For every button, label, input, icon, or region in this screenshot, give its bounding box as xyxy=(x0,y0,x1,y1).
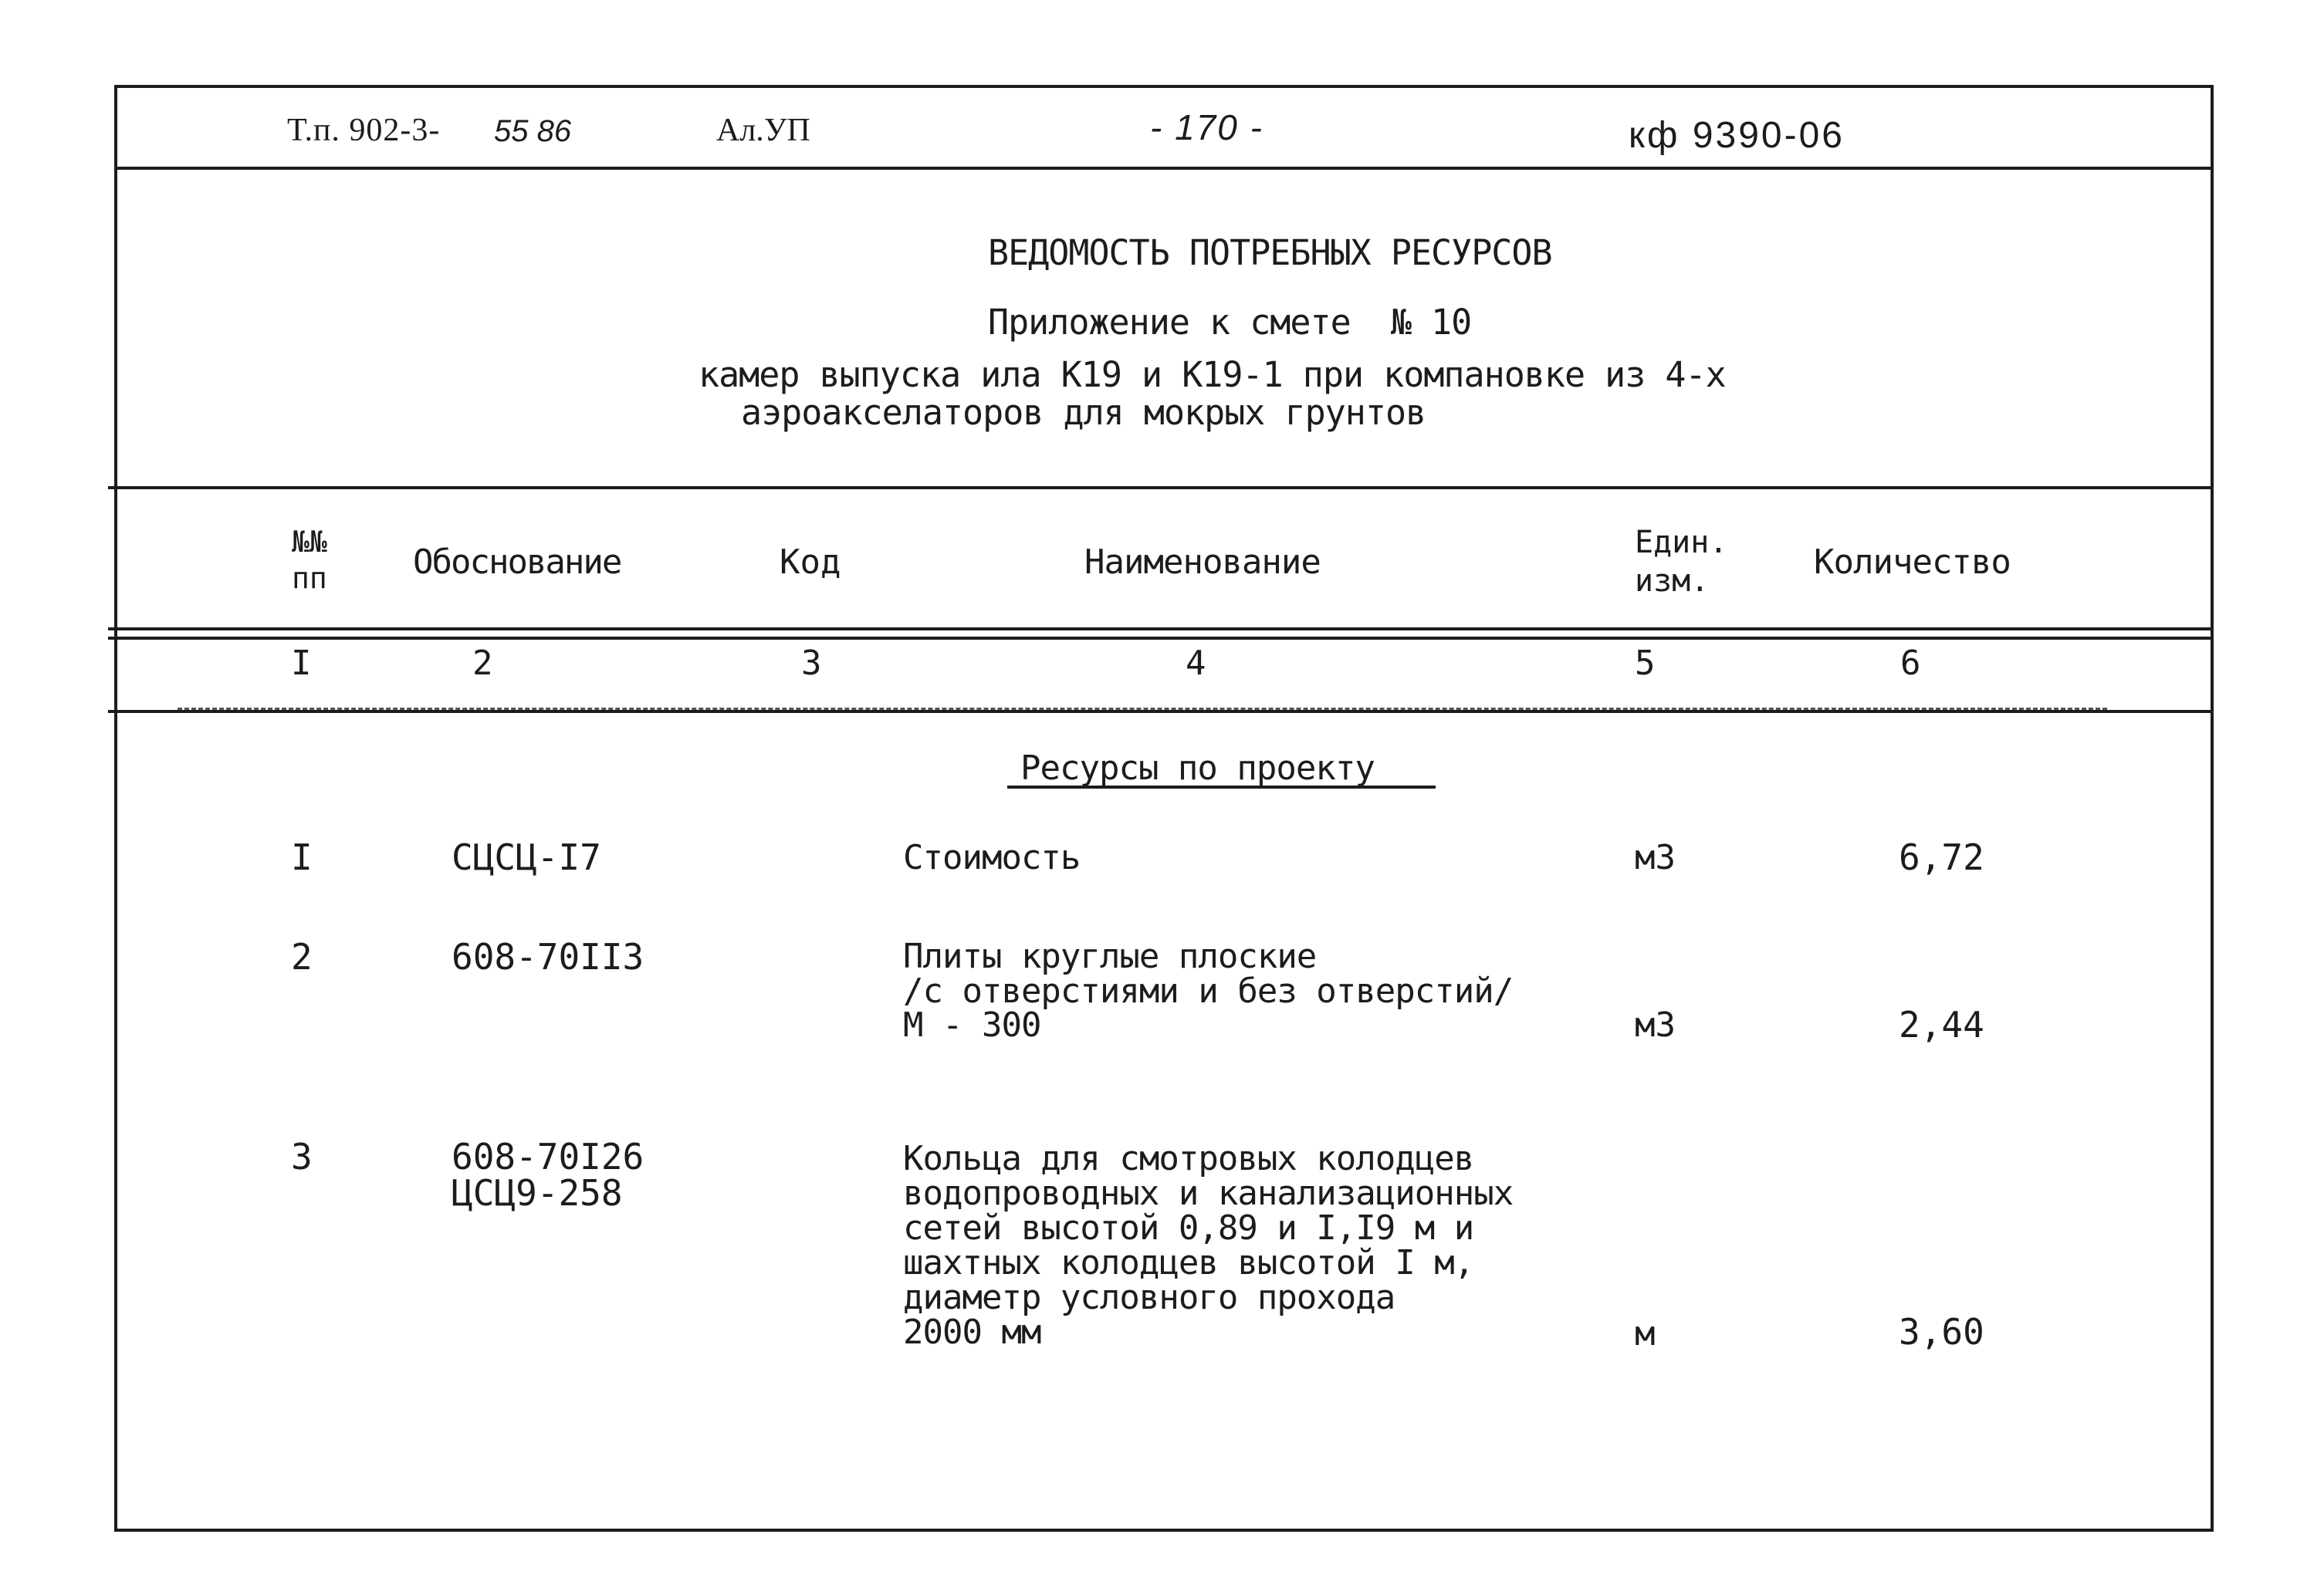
row-name: Стоимость xyxy=(903,838,1081,877)
row-name-line: шахтных колодцев высотой I м, xyxy=(903,1243,1474,1282)
row-quantity: 3,60 xyxy=(1899,1311,1984,1353)
row-number: 3 xyxy=(291,1136,313,1178)
row-basis: 608-70II3 xyxy=(452,936,644,978)
row-number: 2 xyxy=(291,936,313,978)
header-unit-line-2: изм. xyxy=(1635,563,1710,599)
page-number: - 170 - xyxy=(1150,107,1263,147)
row-name-line: Плиты круглые плоские xyxy=(903,937,1317,976)
header-code: Код xyxy=(780,542,841,582)
row-name-line: 2000 мм xyxy=(903,1313,1041,1352)
column-number-1: I xyxy=(291,644,312,683)
row-basis: СЦСЦ-I7 xyxy=(452,836,601,878)
row-unit: м3 xyxy=(1635,838,1676,877)
section-title: Ресурсы по проекту xyxy=(1020,749,1375,788)
row-name-line: /с отверстиями и без отверстий/ xyxy=(903,972,1514,1011)
doc-reference-handwritten: 55 86 xyxy=(494,114,572,148)
row-quantity: 6,72 xyxy=(1899,836,1984,878)
section-title-underline xyxy=(1007,786,1436,789)
column-number-2: 2 xyxy=(472,644,493,683)
header-num-line-2: пп xyxy=(292,561,327,595)
row-unit: м xyxy=(1635,1314,1656,1353)
row-quantity: 2,44 xyxy=(1899,1004,1984,1046)
column-number-4: 4 xyxy=(1186,644,1206,683)
header-unit-line-1: Един. xyxy=(1635,525,1728,560)
row-name-line: водопроводных и канализационных xyxy=(903,1174,1514,1213)
column-number-bottom-rule xyxy=(108,710,2214,713)
album-label: Ал.УП xyxy=(716,113,810,148)
subtitle-line-2: аэроакселаторов для мокрых грунтов xyxy=(741,392,1426,433)
archive-code: кф 9390-06 xyxy=(1629,115,1845,156)
column-number-3: 3 xyxy=(801,644,822,683)
header-num-line-1: №№ xyxy=(292,525,327,559)
row-number: I xyxy=(291,836,313,878)
column-number-5: 5 xyxy=(1635,644,1656,683)
column-number-6: 6 xyxy=(1900,644,1921,683)
row-basis-line: 608-70I26 xyxy=(452,1136,644,1178)
row-name-line: М - 300 xyxy=(903,1005,1041,1045)
header-basis: Обоснование xyxy=(413,542,621,582)
header-quantity: Количество xyxy=(1814,542,2011,582)
document-title: ВЕДОМОСТЬ ПОТРЕБНЫХ РЕСУРСОВ xyxy=(988,232,1552,273)
column-number-top-rule xyxy=(108,637,2214,640)
doc-reference: Т.п. 902-3- xyxy=(287,113,441,148)
title-rule xyxy=(108,486,2214,489)
row-name-line: диаметр условного прохода xyxy=(903,1278,1395,1317)
header-rule xyxy=(114,167,2214,170)
subtitle-line-1: камер выпуска ила К19 и К19-1 при компановке из 4-х xyxy=(699,354,1726,395)
header-name: Наименование xyxy=(1084,542,1321,582)
row-unit: м3 xyxy=(1635,1005,1676,1045)
row-basis-line: ЦСЦ9-258 xyxy=(452,1172,623,1214)
appendix-line: Приложение к смете № 10 xyxy=(988,302,1472,343)
row-name-line: сетей высотой 0,89 и I,I9 м и xyxy=(903,1208,1474,1248)
row-name-line: Кольца для смотровых колодцев xyxy=(903,1139,1474,1178)
column-header-rule xyxy=(108,627,2214,630)
